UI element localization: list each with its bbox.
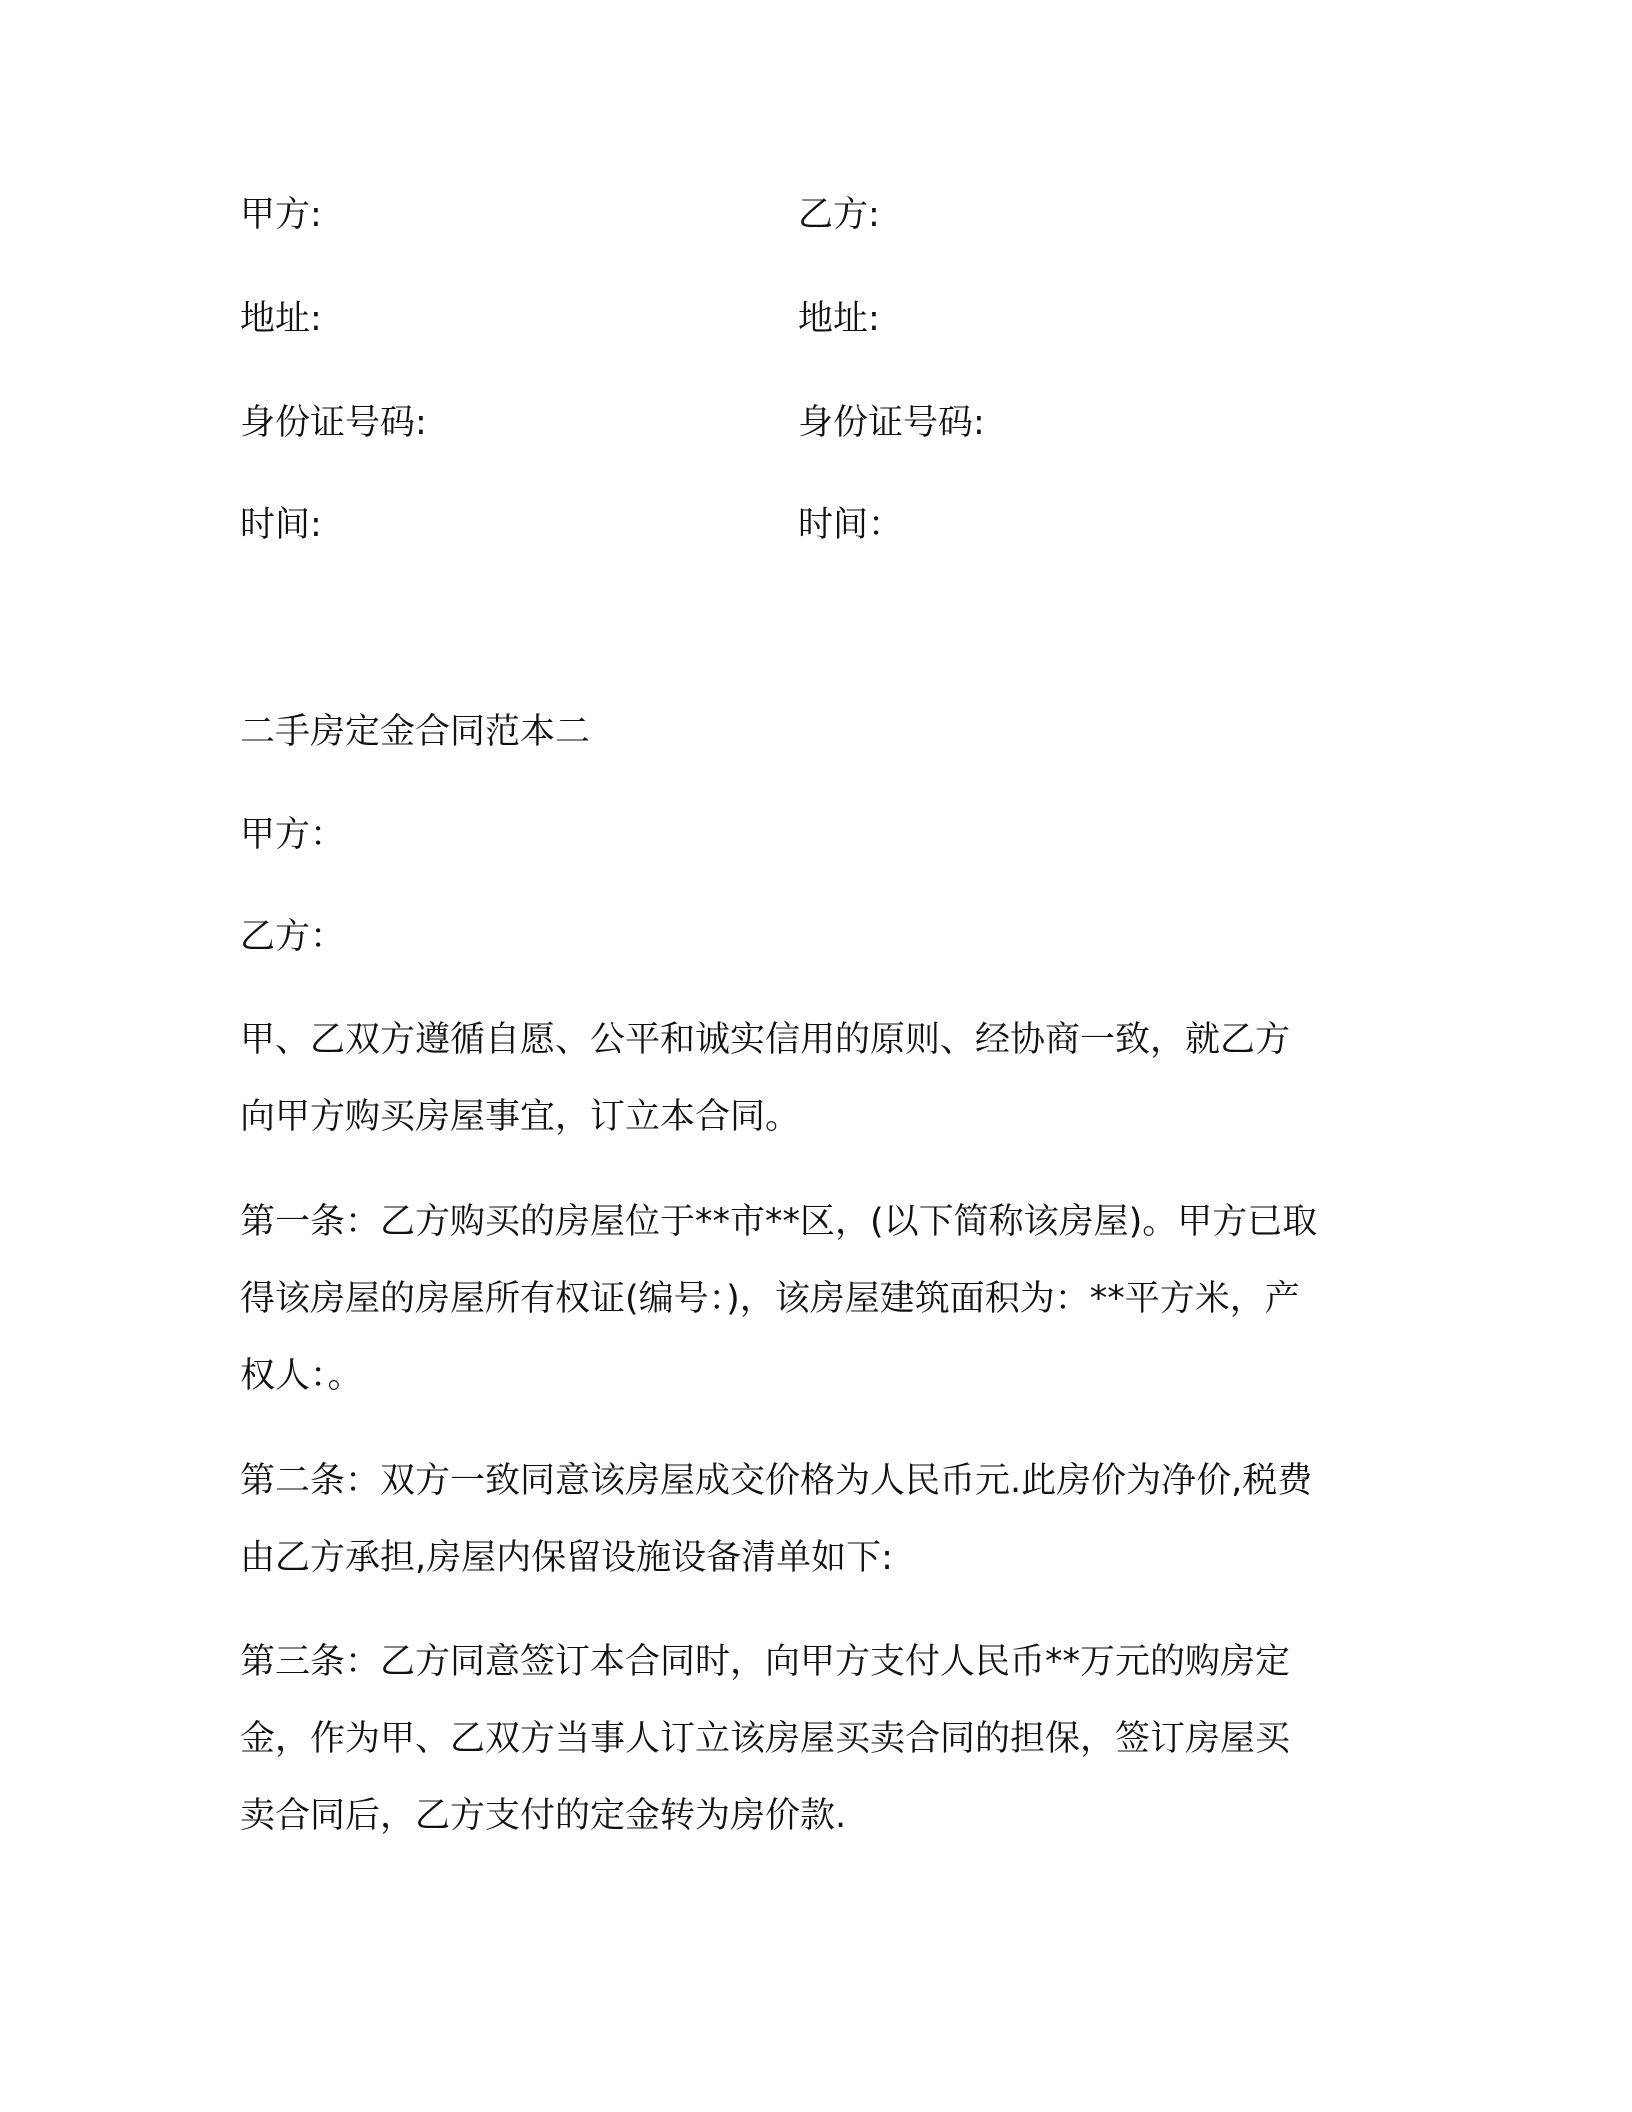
party-b-address-label: 地址:: [798, 299, 880, 339]
article-2-line: 由乙方承担,房屋内保留设施设备清单如下:: [240, 1538, 893, 1578]
party-b-id-label: 身份证号码:: [798, 403, 985, 443]
section-title: 二手房定金合同范本二: [240, 712, 591, 752]
article-3-line: 卖合同后，乙方支付的定金转为房价款.: [240, 1796, 847, 1836]
article-2-line: 第二条：双方一致同意该房屋成交价格为人民币元.此房价为净价,税费: [240, 1461, 1313, 1501]
party-a-time-label: 时间:: [240, 505, 322, 545]
party-b-line: 乙方：: [240, 917, 346, 957]
signature-row-id-number: [240, 398, 1380, 448]
signature-row-time: [240, 500, 1380, 550]
article-1-paragraph: [240, 1184, 1380, 1415]
party-a-line: 甲方：: [240, 815, 346, 855]
party-a-id-label: 身份证号码:: [240, 403, 427, 443]
article-1-line: 权人：。: [240, 1356, 363, 1396]
signature-row-address: [240, 294, 1380, 344]
article-2-paragraph: [240, 1443, 1380, 1597]
article-3-paragraph: [240, 1624, 1380, 1855]
article-1-line: 第一条：乙方购买的房屋位于**市**区，(以下简称该房屋)。甲方已取: [240, 1202, 1318, 1242]
intro-line: 甲、乙双方遵循自愿、公平和诚实信用的原则、经协商一致，就乙方: [240, 1020, 1291, 1060]
article-1-line: 得该房屋的房屋所有权证(编号：)，该房屋建筑面积为：**平方米，产: [240, 1279, 1300, 1319]
intro-line: 向甲方购买房屋事宜，订立本合同。: [240, 1097, 801, 1137]
article-3-line: 金，作为甲、乙双方当事人订立该房屋买卖合同的担保，签订房屋买: [240, 1719, 1291, 1759]
article-3-line: 第三条：乙方同意签订本合同时，向甲方支付人民币**万元的购房定: [240, 1642, 1291, 1682]
signature-row-party: [240, 190, 1380, 240]
party-b-time-label: 时间：: [798, 505, 904, 545]
intro-paragraph: [240, 1002, 1380, 1156]
party-b-signature-label: 乙方:: [798, 195, 880, 235]
party-a-signature-label: 甲方:: [240, 195, 322, 235]
party-a-address-label: 地址:: [240, 299, 322, 339]
